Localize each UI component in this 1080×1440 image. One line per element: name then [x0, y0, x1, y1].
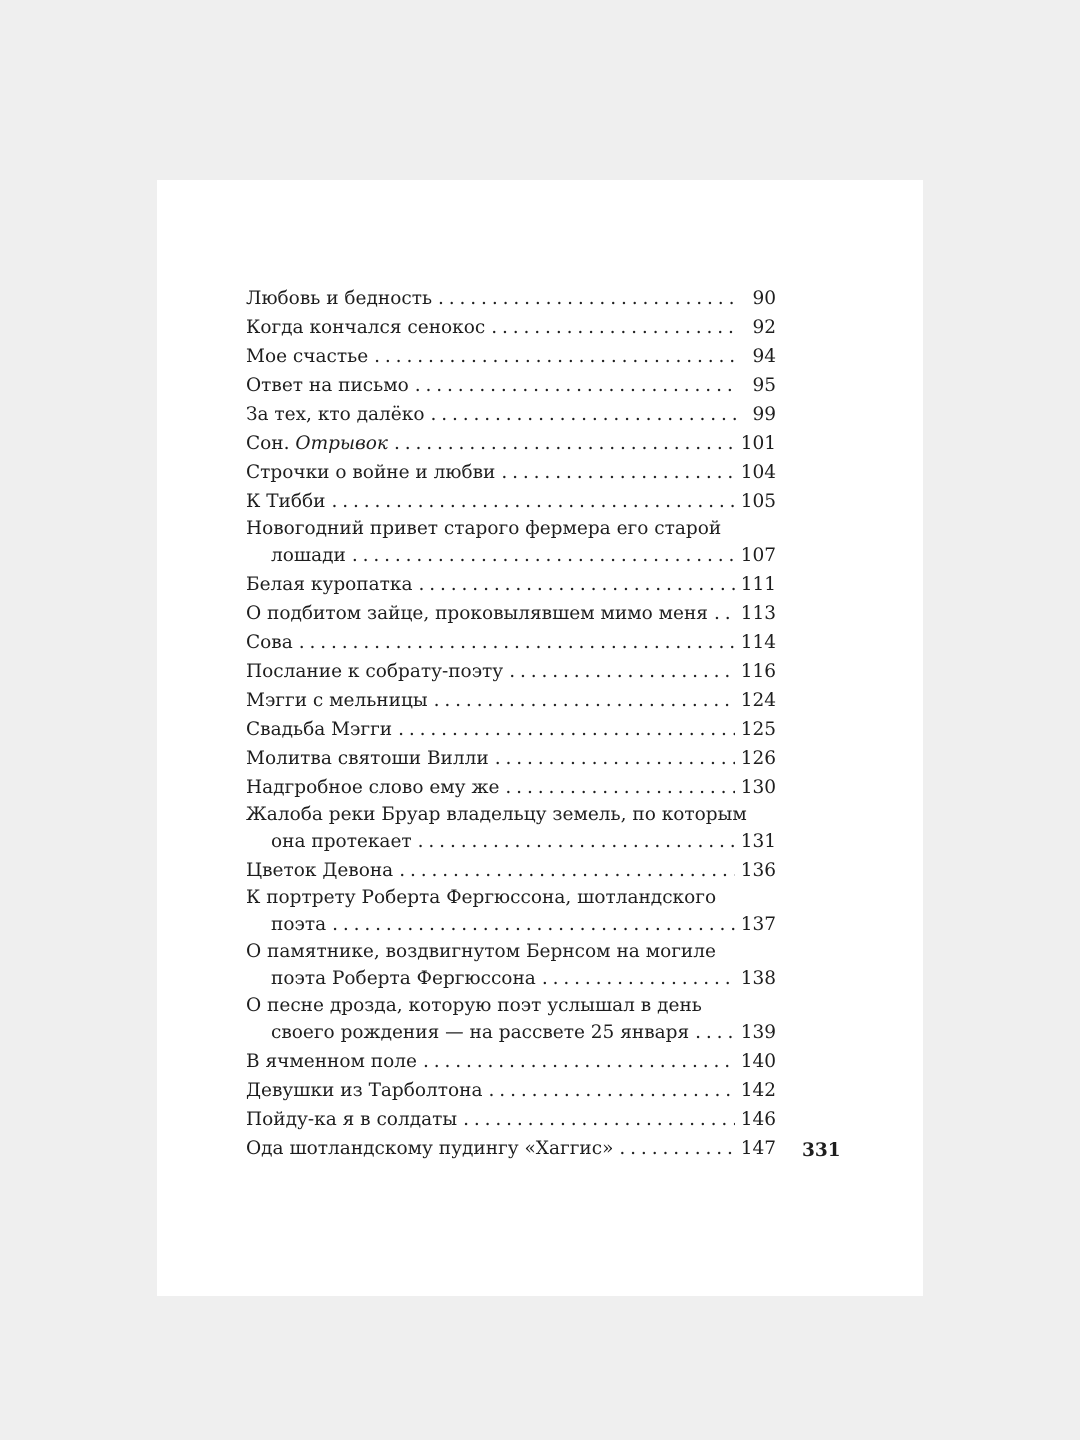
toc-entry [246, 657, 776, 686]
toc-entry-title: Новогодний привет старого фермера его старой [246, 518, 722, 539]
dot-leader [299, 628, 735, 657]
dot-leader [394, 429, 735, 458]
toc-entry-title: Пойду-ка я в солдаты [246, 1109, 458, 1130]
toc-page-number: 124 [740, 690, 776, 711]
dot-leader [331, 487, 734, 516]
toc-entry-title-continued: поэта [271, 914, 327, 935]
toc-page-number: 142 [740, 1080, 776, 1101]
toc-entry [246, 400, 776, 429]
toc-entry-title: К портрету Роберта Фергюссона, шотландского [246, 887, 717, 908]
book-page [157, 180, 923, 1296]
toc-entry [246, 516, 776, 570]
toc-entry-title: К Тибби [246, 491, 326, 512]
table-of-contents [246, 284, 776, 1163]
dot-leader [438, 284, 736, 313]
toc-entry-title: Мэгги с мельницы [246, 690, 428, 711]
toc-entry [246, 802, 776, 856]
dot-leader [419, 570, 735, 599]
dot-leader [399, 856, 734, 885]
toc-entry-title: Молитва святоши Вилли [246, 748, 489, 769]
dot-leader [332, 910, 735, 939]
toc-page-number: 125 [740, 719, 776, 740]
toc-entry-title-continued: своего рождения — на рассвете 25 января [271, 1022, 690, 1043]
toc-page-number: 107 [740, 545, 776, 566]
toc-entry-title: О подбитом зайце, проковылявшем мимо меня [246, 603, 708, 624]
toc-page-number: 114 [740, 632, 776, 653]
dot-leader [619, 1134, 734, 1163]
toc-entry-title-continued: поэта Роберта Фергюссона [271, 968, 536, 989]
dot-leader [489, 1076, 735, 1105]
toc-page-number: 116 [740, 661, 776, 682]
toc-page-number: 131 [740, 831, 776, 852]
toc-page-number: 130 [740, 777, 776, 798]
toc-page-number: 90 [752, 288, 776, 309]
toc-page-number: 113 [740, 603, 776, 624]
page-number: 331 [802, 1140, 841, 1161]
dot-leader [434, 686, 735, 715]
toc-entry [246, 342, 776, 371]
toc-entry-title: Ответ на письмо [246, 375, 409, 396]
toc-entry-title: Ода шотландскому пудингу «Хаггис» [246, 1138, 614, 1159]
toc-entry-title: О песне дрозда, которую поэт услышал в день [246, 995, 702, 1016]
dot-leader [430, 400, 736, 429]
toc-entry-title: Когда кончался сенокос [246, 317, 486, 338]
dot-leader [423, 1047, 735, 1076]
toc-page-number: 147 [740, 1138, 776, 1159]
toc-page-number: 104 [740, 462, 776, 483]
dot-leader [463, 1105, 735, 1134]
toc-entry-title: Жалоба реки Бруар владельцу земель, по которым [246, 804, 747, 825]
toc-entry [246, 715, 776, 744]
toc-entry-title: Сова [246, 632, 293, 653]
toc-entry [246, 1134, 776, 1163]
toc-entry-title: О памятнике, воздвигнутом Бернсом на могиле [246, 941, 716, 962]
dot-leader [714, 599, 735, 628]
dot-leader [495, 744, 735, 773]
toc-entry [246, 487, 776, 516]
dot-leader [509, 657, 735, 686]
dot-leader [418, 827, 735, 856]
dot-leader [695, 1018, 735, 1047]
toc-entry-title: Любовь и бедность [246, 288, 433, 309]
dot-leader [415, 371, 736, 400]
toc-page-number: 140 [740, 1051, 776, 1072]
toc-entry [246, 686, 776, 715]
toc-page-number: 111 [740, 574, 776, 595]
toc-entry-title: Девушки из Тарболтона [246, 1080, 483, 1101]
toc-entry-title: Строчки о войне и любви [246, 462, 496, 483]
dot-leader [352, 541, 735, 570]
toc-entry [246, 939, 776, 993]
toc-entry [246, 458, 776, 487]
toc-page-number: 137 [740, 914, 776, 935]
dot-leader [542, 964, 735, 993]
dot-leader [505, 773, 734, 802]
toc-page-number: 138 [740, 968, 776, 989]
toc-entry [246, 856, 776, 885]
toc-page-number: 101 [740, 433, 776, 454]
toc-entry-title-continued: она протекает [271, 831, 412, 852]
toc-page-number: 105 [740, 491, 776, 512]
toc-entry-title-continued: лошади [271, 545, 346, 566]
toc-entry [246, 628, 776, 657]
dot-leader [374, 342, 736, 371]
toc-entry [246, 570, 776, 599]
toc-entry-title: Послание к собрату-поэту [246, 661, 504, 682]
toc-entry-title: Надгробное слово ему же [246, 777, 500, 798]
toc-entry-title: Сон. [246, 433, 290, 454]
toc-entry [246, 284, 776, 313]
toc-entry [246, 744, 776, 773]
toc-entry [246, 313, 776, 342]
toc-entry-subtitle: Отрывок [295, 433, 388, 454]
toc-entry-title: Свадьба Мэгги [246, 719, 393, 740]
toc-page-number: 92 [752, 317, 776, 338]
toc-entry [246, 1105, 776, 1134]
toc-page-number: 126 [740, 748, 776, 769]
toc-entry-title: В ячменном поле [246, 1051, 417, 1072]
toc-entry [246, 993, 776, 1047]
toc-page-number: 95 [752, 375, 776, 396]
toc-page-number: 136 [740, 860, 776, 881]
toc-page-number: 99 [752, 404, 776, 425]
dot-leader [501, 458, 734, 487]
toc-page-number: 146 [740, 1109, 776, 1130]
toc-entry [246, 1076, 776, 1105]
dot-leader [491, 313, 736, 342]
toc-entry [246, 429, 776, 458]
toc-page-number: 139 [740, 1022, 776, 1043]
toc-entry [246, 599, 776, 628]
toc-entry [246, 371, 776, 400]
toc-entry-title: Мое счастье [246, 346, 369, 367]
toc-entry [246, 885, 776, 939]
toc-entry [246, 773, 776, 802]
toc-entry-title: За тех, кто далёко [246, 404, 425, 425]
dot-leader [398, 715, 735, 744]
toc-entry-title: Цветок Девона [246, 860, 394, 881]
toc-entry-title: Белая куропатка [246, 574, 413, 595]
toc-page-number: 94 [752, 346, 776, 367]
toc-entry [246, 1047, 776, 1076]
